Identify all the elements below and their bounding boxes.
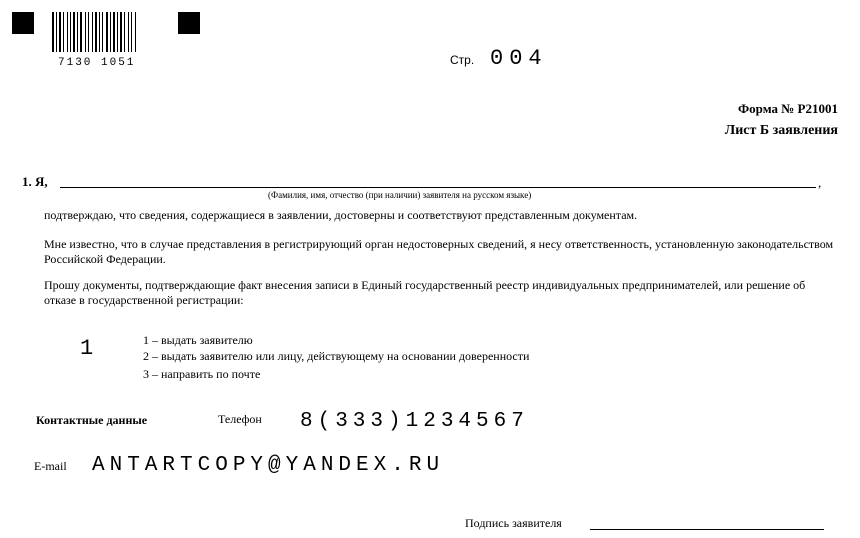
- section-number: 1. Я,: [22, 174, 48, 189]
- email-label: E-mail: [34, 459, 67, 473]
- delivery-option-3: 3 – направить по почте: [143, 367, 261, 381]
- signature-field[interactable]: [590, 529, 824, 530]
- page-number: 004: [490, 46, 548, 71]
- registration-marker-left: [12, 12, 34, 34]
- request-text: Прошу документы, подтверждающие факт внесения записи в Единый государственный реестр индивидуальных предпринимателей, или решение об отказе в государственной регистрации:: [44, 278, 806, 307]
- name-comma: ,: [818, 175, 822, 190]
- sheet-title: Лист Б заявления: [724, 123, 838, 138]
- liability-text: Мне известно, что в случае представления в регистрирующий орган недостоверных сведений, я несу ответственность, установленную законодательством Российской Федерации.: [44, 237, 834, 266]
- signature-label: Подпись заявителя: [465, 516, 562, 530]
- delivery-method-value[interactable]: 1: [80, 336, 94, 361]
- email-field[interactable]: ANTARTCOPY@YANDEX.RU: [92, 454, 445, 477]
- confirmation-text: подтверждаю, что сведения, содержащиеся в заявлении, достоверны и соответствуют представленным документам.: [44, 208, 638, 222]
- contacts-label: Контактные данные: [36, 413, 148, 427]
- applicant-name-field[interactable]: [60, 187, 816, 188]
- barcode-number: 7130 1051: [58, 57, 136, 69]
- applicant-name-hint: (Фамилия, имя, отчество (при наличии) заявителя на русском языке): [268, 190, 532, 200]
- delivery-option-2: 2 – выдать заявителю или лицу, действующему на основании доверенности: [143, 349, 530, 363]
- phone-label: Телефон: [218, 412, 262, 426]
- page-label: Стр.: [450, 53, 475, 67]
- registration-marker-right: [178, 12, 200, 34]
- form-number: Форма № Р21001: [738, 101, 838, 116]
- barcode: [52, 12, 160, 52]
- delivery-option-1: 1 – выдать заявителю: [143, 333, 253, 347]
- phone-field[interactable]: 8(333)1234567: [300, 410, 529, 433]
